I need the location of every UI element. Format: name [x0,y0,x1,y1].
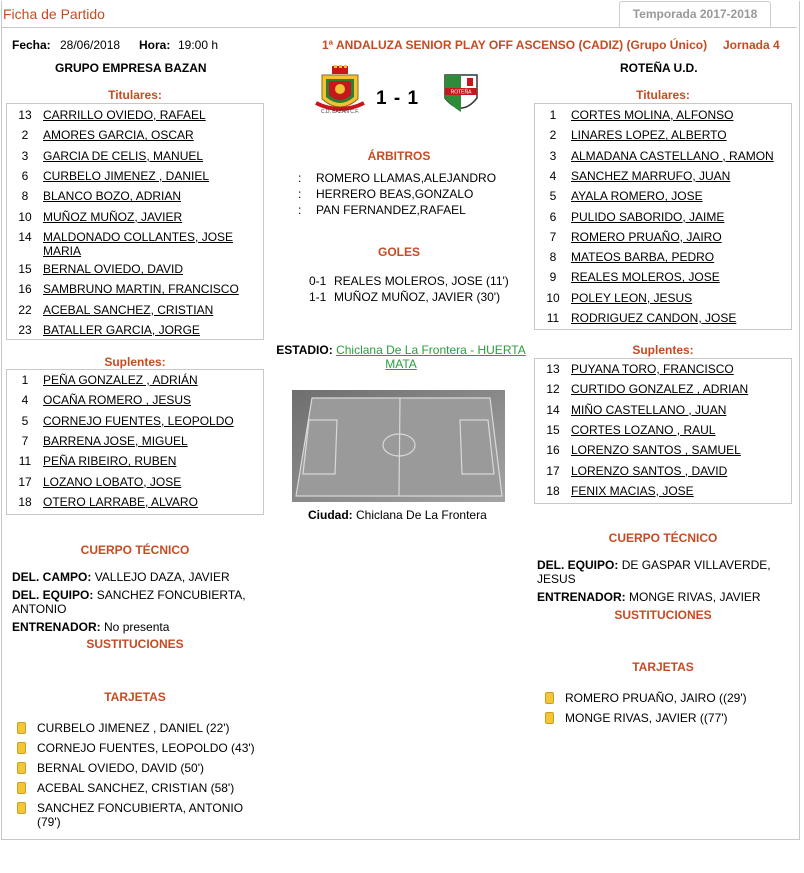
away-starters-list [534,103,792,330]
player-row [7,454,263,468]
player-name-link[interactable]: CORNEJO FUENTES, LEOPOLDO [43,413,234,428]
home-substitutions-title: SUSTITUCIONES [86,637,184,651]
home-team-crest[interactable] [312,65,368,120]
stadium-label: ESTADIO: [276,343,333,357]
home-subs-title: Suplentes: [104,355,166,369]
match-date: 28/06/2018 [60,38,121,52]
staff-role: DEL. CAMPO: [12,570,92,584]
player-name-link[interactable]: RODRIGUEZ CANDON, JOSE [571,311,737,325]
city-label: Ciudad: [308,508,353,522]
player-name-link[interactable]: BATALLER GARCIA, JORGE [43,323,200,337]
player-name-link[interactable]: AYALA ROMERO, JOSE [571,189,703,204]
player-row [7,149,263,163]
player-number: 15 [546,422,560,437]
player-row [7,230,263,258]
svg-text:ROTEÑA: ROTEÑA [450,89,472,96]
goal-score: 1-1 [309,290,327,304]
player-row [7,323,263,337]
player-row [535,108,791,122]
player-row [535,464,791,478]
stadium-link[interactable]: Chiclana De La Frontera - HUERTA MATA [336,343,526,371]
player-number: 16 [18,282,32,297]
player-name-link[interactable]: MIÑO CASTELLANO , JUAN [571,402,727,417]
referee-row [298,202,496,218]
player-row [535,189,791,203]
svg-text:C.D. BAZAN C.F.: C.D. BAZAN C.F. [320,109,360,115]
tab-underline [307,27,797,28]
card-row [17,761,267,775]
player-name-link[interactable]: PEÑA RIBEIRO, RUBEN [43,454,177,469]
referee-row [298,170,496,186]
home-staff-list [12,570,267,638]
player-name-link[interactable]: OCAÑA ROMERO , JESUS [43,393,192,408]
player-number: 22 [18,302,32,317]
player-name-link[interactable]: ACEBAL SANCHEZ, CRISTIAN [43,302,214,317]
player-name-link[interactable]: AMORES GARCIA, OSCAR [43,128,194,143]
goal-scorer: MUÑOZ MUÑOZ, JAVIER (30') [334,290,501,304]
player-row [7,282,263,296]
player-number: 10 [546,290,560,305]
staff-name: MONGE RIVAS, JAVIER [629,590,761,604]
player-name-link[interactable]: CORTES MOLINA, ALFONSO [571,108,734,122]
player-name-link[interactable]: MUÑOZ MUÑOZ, JAVIER [43,209,183,224]
yellow-card-icon [17,722,26,734]
player-number: 14 [18,229,32,244]
player-number: 15 [18,262,32,277]
player-row [7,262,263,276]
yellow-card-icon [545,712,554,724]
player-name-link[interactable]: CARRILLO OVIEDO, RAFAEL [43,108,206,122]
player-row [535,169,791,183]
player-row [7,434,263,448]
card-text: ROMERO PRUAÑO, JAIRO ((29') [565,691,747,705]
away-subs-list [534,358,792,504]
tab-ficha-partido[interactable] [1,0,307,28]
player-row [7,128,263,142]
player-number: 4 [549,168,557,183]
stadium-pitch-image [292,390,505,502]
goals-list [309,273,509,305]
player-name-link[interactable]: POLEY LEON, JESUS [571,290,693,305]
away-starters-title: Titulares: [636,88,690,102]
player-number: 14 [546,402,560,417]
date-label: Fecha: [12,38,51,52]
player-row [535,382,791,396]
player-row [535,128,791,142]
player-number: 2 [21,128,29,143]
player-name-link[interactable]: BARRENA JOSE, MIGUEL [43,433,188,448]
player-row [535,403,791,417]
player-row [535,443,791,457]
yellow-card-icon [17,762,26,774]
player-name-link[interactable]: FENIX MACIAS, JOSE [571,483,694,498]
stadium-line [270,343,532,371]
referee-name: PAN FERNANDEZ,RAFAEL [316,203,466,217]
player-name-link[interactable]: BLANCO BOZO, ADRIAN [43,189,182,204]
home-team-name: GRUPO EMPRESA BAZAN [55,61,207,75]
away-staff-list [537,558,792,608]
city-name: Chiclana De La Frontera [356,508,487,522]
player-number: 6 [549,209,557,224]
player-row [7,373,263,387]
yellow-card-icon [17,802,26,814]
player-number: 17 [18,474,32,489]
player-row [535,210,791,224]
player-number: 5 [549,189,557,204]
player-row [535,362,791,376]
player-number: 2 [549,128,557,143]
referees-title: ÁRBITROS [367,149,431,163]
player-row [7,169,263,183]
card-row [17,781,267,795]
player-number: 13 [546,362,560,376]
staff-name: DE GASPAR VILLAVERDE, JESUS [537,558,771,586]
player-number: 5 [21,413,29,428]
player-number: 3 [549,148,557,163]
competition-title: 1ª ANDALUZA SENIOR PLAY OFF ASCENSO (CADIZ) (Grupo Único) [322,38,708,52]
player-name-link[interactable]: REALES MOLEROS, JOSE [571,270,720,285]
player-name-link[interactable]: PULIDO SABORIDO, JAIME [571,209,725,224]
yellow-card-icon [17,782,26,794]
player-name-link[interactable]: OTERO LARRABE, ALVARO [43,494,198,509]
staff-role: DEL. EQUIPO: [12,588,94,602]
card-row [17,721,267,735]
referee-colon: : [298,203,302,217]
player-name-link[interactable]: LORENZO SANTOS , SAMUEL [571,443,741,458]
player-number: 11 [18,454,32,469]
staff-role: ENTRENADOR: [537,590,626,604]
player-row [535,311,791,325]
away-cards-title: TARJETAS [632,660,694,674]
player-name-link[interactable]: LINARES LOPEZ, ALBERTO [571,128,727,143]
player-name-link[interactable]: SAMBRUNO MARTIN, FRANCISCO [43,282,239,297]
player-number: 7 [549,229,557,244]
player-number: 1 [21,373,29,387]
player-row [7,414,263,428]
player-number: 8 [549,250,557,265]
player-number: 18 [546,483,560,498]
referees-list [298,170,496,218]
staff-row [12,570,267,584]
time-label: Hora: [139,38,171,52]
away-team-crest[interactable] [441,72,481,118]
player-number: 23 [18,323,32,337]
goal-row [309,289,509,305]
match-time: 19:00 h [178,38,219,52]
card-text: CORNEJO FUENTES, LEOPOLDO (43') [37,741,255,755]
referee-name: ROMERO LLAMAS,ALEJANDRO [316,171,497,185]
staff-row [12,620,267,634]
card-text: MONGE RIVAS, JAVIER ((77') [565,711,728,725]
home-subs-list [6,369,264,515]
away-subs-title: Suplentes: [632,343,694,357]
goal-scorer: REALES MOLEROS, JOSE (11') [334,274,509,288]
player-name-link[interactable]: ALMADANA CASTELLANO , RAMON [571,148,774,163]
card-text: CURBELO JIMENEZ , DANIEL (22') [37,721,230,735]
player-name-link[interactable]: CORTES LOZANO , RAUL [571,422,716,437]
player-name-link[interactable]: GARCIA DE CELIS, MANUEL [43,148,204,163]
player-number: 18 [18,494,32,509]
player-number: 12 [546,382,560,397]
referee-colon: : [298,187,302,201]
player-number: 9 [549,270,557,285]
tab-label: Ficha de Partido [3,6,105,22]
card-text: ACEBAL SANCHEZ, CRISTIAN (58') [37,781,235,795]
staff-role: ENTRENADOR: [12,620,101,634]
card-text: BERNAL OVIEDO, DAVID (50') [37,761,204,775]
player-name-link[interactable]: MALDONADO COLLANTES, JOSE MARIA [43,229,234,258]
player-number: 17 [546,463,560,478]
player-row [535,250,791,264]
yellow-card-icon [17,742,26,754]
player-name-link[interactable]: LOZANO LOBATO, JOSE [43,474,182,489]
player-number: 11 [546,311,560,325]
home-cards-title: TARJETAS [104,690,166,704]
tab-bar [0,0,800,28]
player-name-link[interactable]: LORENZO SANTOS , DAVID [571,463,728,478]
player-row [535,423,791,437]
player-row [7,495,263,509]
player-name-link[interactable]: MATEOS BARBA, PEDRO [571,250,715,265]
away-team-name: ROTEÑA U.D. [620,61,698,75]
away-substitutions-title: SUSTITUCIONES [614,608,712,622]
player-row [535,484,791,498]
staff-name: VALLEJO DAZA, JAVIER [94,570,230,584]
card-text: SANCHEZ FONCUBIERTA, ANTONIO (79') [37,801,244,829]
staff-row [537,590,792,604]
player-row [7,303,263,317]
player-row [535,291,791,305]
player-row [535,270,791,284]
card-row [17,801,267,829]
staff-row [537,558,792,586]
player-number: 13 [18,108,32,122]
staff-row [12,588,267,616]
player-row [7,210,263,224]
player-number: 4 [21,393,29,408]
player-name-link[interactable]: SANCHEZ MARRUFO, JUAN [571,168,731,183]
player-row [535,230,791,244]
jornada-label: Jornada 4 [723,38,780,52]
player-name-link[interactable]: PEÑA GONZALEZ , ADRIÁN [43,373,198,387]
away-cards-list [545,691,795,731]
home-cards-list [17,721,267,835]
player-name-link[interactable]: BERNAL OVIEDO, DAVID [43,262,184,277]
player-row [7,108,263,122]
staff-name: No presenta [104,620,170,634]
goal-score: 0-1 [309,274,327,288]
player-name-link[interactable]: ROMERO PRUAÑO, JAIRO [571,229,722,244]
goals-title: GOLES [377,245,420,259]
player-number: 6 [21,168,29,183]
player-row [7,189,263,203]
player-name-link[interactable]: CURBELO JIMENEZ , DANIEL [43,168,210,183]
player-row [535,149,791,163]
referee-name: HERRERO BEAS,GONZALO [316,187,474,201]
player-name-link[interactable]: PUYANA TORO, FRANCISCO [571,362,734,376]
player-number: 1 [549,108,557,122]
player-number: 7 [21,433,29,448]
away-staff-title: CUERPO TÉCNICO [608,531,718,545]
staff-role: DEL. EQUIPO: [537,558,619,572]
city-line [308,508,487,522]
player-name-link[interactable]: CURTIDO GONZALEZ , ADRIAN [571,382,749,397]
player-number: 8 [21,189,29,204]
home-staff-title: CUERPO TÉCNICO [80,543,190,557]
final-score: 1 - 1 [376,88,420,109]
card-row [545,711,795,725]
player-number: 16 [546,443,560,458]
player-number: 10 [18,209,32,224]
tab-season[interactable]: Temporada 2017-2018 [619,1,771,27]
referee-colon: : [298,171,302,185]
home-starters-list [6,103,264,340]
player-row [7,393,263,407]
referee-row [298,186,496,202]
staff-name: SANCHEZ FONCUBIERTA, ANTONIO [12,588,246,616]
yellow-card-icon [545,692,554,704]
player-number: 3 [21,148,29,163]
home-starters-title: Titulares: [108,88,162,102]
player-row [7,475,263,489]
card-row [545,691,795,705]
card-row [17,741,267,755]
goal-row [309,273,509,289]
